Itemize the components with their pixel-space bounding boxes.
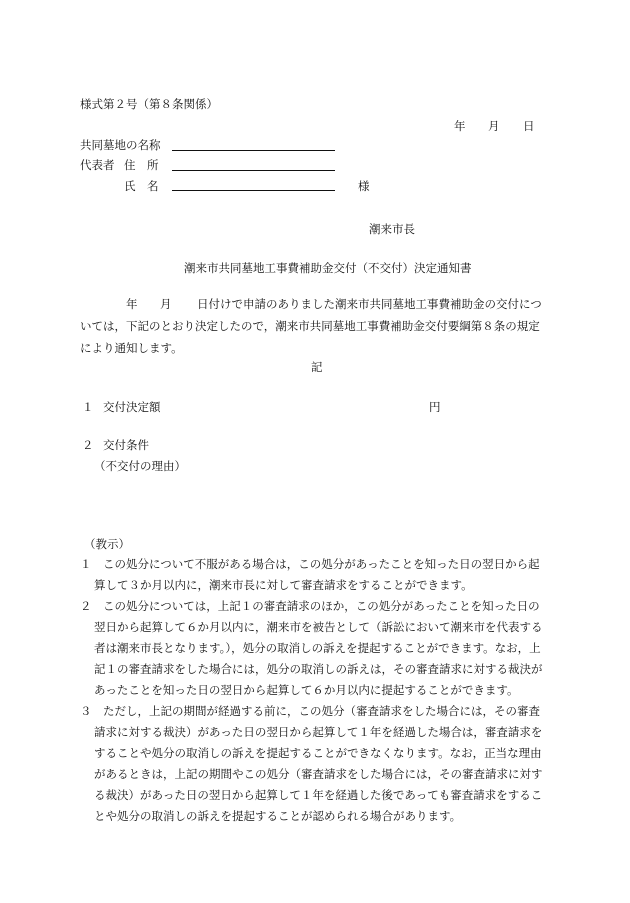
notice-line: る裁決）があった日の翌日から起算して１年を経過した後であっても審査請求をするこ <box>94 788 543 802</box>
name-line <box>172 190 335 191</box>
notice-line: することや処分の取消しの訴えを提起することができなくなります。なお，正当な理由 <box>94 746 542 760</box>
body-year: 年 <box>126 297 138 311</box>
notice-line: とや処分の取消しの訴えを提起することが認められる場合があります。 <box>94 809 462 823</box>
date-day: 日 <box>523 119 535 133</box>
item-1-number: １ <box>82 400 94 414</box>
issuer: 潮来市長 <box>369 222 415 236</box>
notice-line: 記１の審査請求をした場合には，処分の取消しの訴えは，その審査請求に対する裁決が <box>94 662 543 676</box>
notice-line: ３ ただし，上記の期間が経過する前に，この処分（審査請求をした場合には，その審査 <box>80 704 540 718</box>
notice-line: 者は潮来市長となります。），処分の取消しの訴えを提起することができます。なお，上 <box>94 641 541 655</box>
address-line <box>172 170 335 171</box>
date-month: 月 <box>488 119 500 133</box>
notice-line: があるときは，上記の期間やこの処分（審査請求をした場合には，その審査請求に対す <box>94 767 543 781</box>
item-1-label: 交付決定額 <box>103 400 161 414</box>
notice-line: あったことを知った日の翌日から起算して６か月以内に提起することができます。 <box>94 683 519 697</box>
notice-paragraph-1 <box>80 554 554 596</box>
body-line-2: いては，下記のとおり決定したので，潮来市共同墓地工事費補助金交付要綱第８条の規定 <box>80 319 540 333</box>
site-name-label: 共同墓地の名称 <box>80 138 161 152</box>
name-label: 氏 名 <box>124 179 159 193</box>
item-1-unit: 円 <box>429 400 441 414</box>
honorific: 様 <box>358 179 370 193</box>
notice-line: ２ この処分については，上記１の審査請求のほか，この処分があったことを知った日の <box>80 599 540 613</box>
ki-heading: 記 <box>311 360 323 374</box>
notice-line: １ この処分について不服がある場合は，この処分があったことを知った日の翌日から起 <box>80 557 540 571</box>
body-month: 月 <box>160 297 172 311</box>
notice-paragraph-2 <box>80 596 554 701</box>
address-label: 住 所 <box>124 158 159 172</box>
item-2-label: 交付条件 <box>103 438 149 452</box>
notice-line: 算して３か月以内に，潮来市長に対して審査請求をすることができます。 <box>94 578 473 592</box>
site-name-line <box>172 150 335 151</box>
document-title: 潮来市共同墓地工事費補助金交付（不交付）決定通知書 <box>184 261 472 275</box>
notice-heading: （教示） <box>84 537 130 551</box>
item-2-sub: （不交付の理由） <box>94 459 186 473</box>
date-year: 年 <box>454 119 466 133</box>
body-line-3: により通知します。 <box>80 341 183 355</box>
form-number: 様式第２号（第８条関係） <box>80 97 218 111</box>
representative-label: 代表者 <box>80 158 115 172</box>
notice-line: 請求に対する裁決）があった日の翌日から起算して１年を経過した場合は，審査請求を <box>94 725 543 739</box>
body-line-1: 日付けで申請のありました潮来市共同墓地工事費補助金の交付につ <box>197 297 542 311</box>
notice-line: 翌日から起算して６か月以内に，潮来市を被告として（訴訟において潮来市を代表する <box>94 620 543 634</box>
item-2-number: ２ <box>82 438 94 452</box>
notice-paragraph-3 <box>80 701 554 827</box>
